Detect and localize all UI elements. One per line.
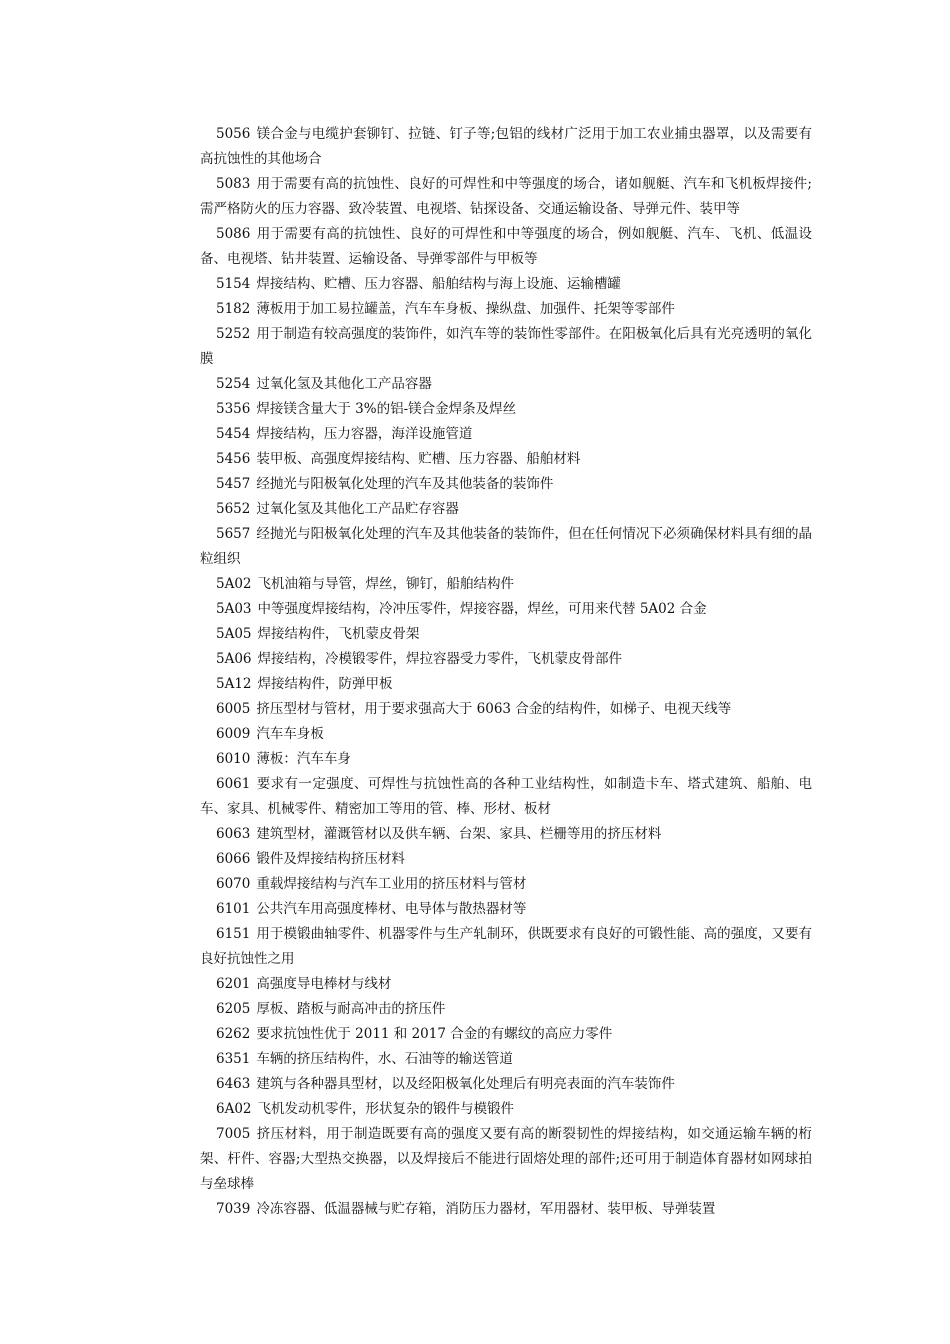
alloy-application-text: 要求有一定强度、可焊性与抗蚀性高的各种工业结构性，如制造卡车、塔式建筑、船舶、电车、家具、机械零件、精密加工等用的管、棒、形材、板材 (200, 776, 812, 817)
alloy-code: 5154 (216, 276, 251, 292)
alloy-entry (200, 972, 812, 997)
alloy-code: 5252 (216, 326, 251, 342)
alloy-code: 5456 (216, 451, 251, 467)
alloy-entry (200, 572, 812, 597)
alloy-code: 5454 (216, 426, 251, 442)
alloy-code: 7005 (216, 1126, 251, 1142)
alloy-entry (200, 422, 812, 447)
alloy-entry (200, 272, 812, 297)
alloy-application-text: 经抛光与阳极氧化处理的汽车及其他装备的装饰件 (256, 476, 554, 492)
alloy-code: 6101 (216, 901, 251, 917)
alloy-application-text: 锻件及焊接结构挤压材料 (256, 851, 405, 867)
alloy-code: 5182 (216, 301, 251, 317)
alloy-code: 7039 (216, 1201, 251, 1217)
alloy-entry (200, 747, 812, 772)
alloy-entry (200, 372, 812, 397)
alloy-application-list (200, 122, 812, 1222)
alloy-entry (200, 172, 812, 222)
alloy-code: 5457 (216, 476, 251, 492)
alloy-application-text: 飞机油箱与导管，焊丝，铆钉，船舶结构件 (257, 576, 515, 592)
alloy-application-text: 建筑与各种器具型材，以及经阳极氧化处理后有明亮表面的汽车装饰件 (256, 1076, 675, 1092)
alloy-application-text: 冷冻容器、低温器械与贮存箱，消防压力器材，军用器材、装甲板、导弹装置 (256, 1201, 716, 1217)
alloy-entry (200, 922, 812, 972)
alloy-entry (200, 622, 812, 647)
alloy-application-text: 飞机发动机零件，形状复杂的锻件与模锻件 (257, 1101, 515, 1117)
alloy-code: 6009 (216, 726, 251, 742)
alloy-code: 6061 (216, 776, 251, 792)
alloy-application-text: 焊接结构件，防弹甲板 (257, 676, 393, 692)
alloy-application-text: 要求抗蚀性优于 2011 和 2017 合金的有螺纹的高应力零件 (256, 1026, 613, 1042)
alloy-application-text: 用于需要有高的抗蚀性、良好的可焊性和中等强度的场合，诸如舰艇、汽车和飞机板焊接件;需严格防火的压力容器、致冷装置、电视塔、钻探设备、交通运输设备、导弹元件、装甲等 (200, 176, 812, 217)
alloy-application-text: 经抛光与阳极氧化处理的汽车及其他装备的装饰件，但在任何情况下必须确保材料具有细的晶粒组织 (200, 526, 812, 567)
alloy-application-text: 建筑型材，灌溉管材以及供车辆、台架、家具、栏栅等用的挤压材料 (256, 826, 662, 842)
alloy-code: 6463 (216, 1076, 251, 1092)
alloy-application-text: 高强度导电棒材与线材 (256, 976, 392, 992)
alloy-entry (200, 322, 812, 372)
alloy-code: 5657 (216, 526, 251, 542)
alloy-entry (200, 397, 812, 422)
alloy-entry (200, 522, 812, 572)
alloy-application-text: 薄板：汽车车身 (256, 751, 351, 767)
alloy-application-text: 汽车车身板 (256, 726, 324, 742)
alloy-code: 6262 (216, 1026, 251, 1042)
alloy-application-text: 挤压材料，用于制造既要有高的强度又要有高的断裂韧性的焊接结构，如交通运输车辆的桁架、杆件、容器;大型热交换器，以及焊接后不能进行固熔处理的部件;还可用于制造体育器材如网球拍与垒球棒 (200, 1126, 812, 1192)
alloy-code: 6351 (216, 1051, 251, 1067)
alloy-code: 6201 (216, 976, 251, 992)
alloy-application-text: 用于需要有高的抗蚀性、良好的可焊性和中等强度的场合，例如舰艇、汽车、飞机、低温设备、电视塔、钻井装置、运输设备、导弹零部件与甲板等 (200, 226, 812, 267)
alloy-code: 6205 (216, 1001, 251, 1017)
alloy-code: 5083 (216, 176, 251, 192)
alloy-application-text: 用于制造有较高强度的装饰件，如汽车等的装饰性零部件。在阳极氧化后具有光亮透明的氧化膜 (200, 326, 812, 367)
alloy-entry (200, 1097, 812, 1122)
alloy-entry (200, 722, 812, 747)
alloy-code: 6151 (216, 926, 251, 942)
alloy-code: 6063 (216, 826, 251, 842)
alloy-code: 5652 (216, 501, 251, 517)
alloy-code: 5356 (216, 401, 251, 417)
alloy-entry (200, 997, 812, 1022)
alloy-entry (200, 122, 812, 172)
alloy-entry (200, 697, 812, 722)
alloy-application-text: 重载焊接结构与汽车工业用的挤压材料与管材 (256, 876, 527, 892)
alloy-entry (200, 1072, 812, 1097)
alloy-entry (200, 822, 812, 847)
alloy-application-text: 镁合金与电缆护套铆钉、拉链、钉子等;包铝的线材广泛用于加工农业捕虫器罩，以及需要有高抗蚀性的其他场合 (200, 126, 812, 167)
alloy-entry (200, 672, 812, 697)
alloy-code: 5A06 (216, 651, 252, 667)
alloy-entry (200, 897, 812, 922)
alloy-application-text: 用于模锻曲轴零件、机器零件与生产轧制环，供既要求有良好的可锻性能、高的强度，又要有良好抗蚀性之用 (200, 926, 812, 967)
alloy-application-text: 挤压型材与管材，用于要求强高大于 6063 合金的结构件，如梯子、电视天线等 (256, 701, 732, 717)
alloy-entry (200, 872, 812, 897)
alloy-entry (200, 847, 812, 872)
alloy-code: 6070 (216, 876, 251, 892)
alloy-application-text: 车辆的挤压结构件，水、石油等的输送管道 (256, 1051, 513, 1067)
alloy-entry (200, 497, 812, 522)
alloy-entry (200, 472, 812, 497)
alloy-entry (200, 1022, 812, 1047)
alloy-application-text: 过氧化氢及其他化工产品容器 (256, 376, 432, 392)
alloy-code: 5A05 (216, 626, 252, 642)
alloy-application-text: 装甲板、高强度焊接结构、贮槽、压力容器、船舶材料 (256, 451, 581, 467)
alloy-code: 5086 (216, 226, 251, 242)
alloy-entry (200, 772, 812, 822)
alloy-application-text: 焊接结构、贮槽、压力容器、船舶结构与海上设施、运输槽罐 (256, 276, 621, 292)
alloy-entry (200, 1197, 812, 1222)
alloy-application-text: 过氧化氢及其他化工产品贮存容器 (256, 501, 459, 517)
alloy-entry (200, 1047, 812, 1072)
alloy-entry (200, 447, 812, 472)
alloy-entry (200, 647, 812, 672)
alloy-application-text: 公共汽车用高强度棒材、电导体与散热器材等 (256, 901, 527, 917)
alloy-code: 6005 (216, 701, 251, 717)
alloy-code: 6066 (216, 851, 251, 867)
alloy-code: 5056 (216, 126, 251, 142)
alloy-application-text: 焊接镁含量大于 3%的铝-镁合金焊条及焊丝 (256, 401, 517, 417)
alloy-application-text: 焊接结构件，飞机蒙皮骨架 (257, 626, 420, 642)
alloy-code: 6A02 (216, 1101, 252, 1117)
alloy-entry (200, 222, 812, 272)
alloy-code: 6010 (216, 751, 251, 767)
alloy-code: 5A02 (216, 576, 252, 592)
alloy-application-text: 焊接结构，压力容器，海洋设施管道 (256, 426, 473, 442)
alloy-application-text: 中等强度焊接结构，冷冲压零件，焊接容器，焊丝，可用来代替 5A02 合金 (257, 601, 707, 617)
alloy-application-text: 薄板用于加工易拉罐盖，汽车车身板、操纵盘、加强件、托架等零部件 (256, 301, 675, 317)
alloy-entry (200, 1122, 812, 1197)
alloy-entry (200, 297, 812, 322)
alloy-code: 5A03 (216, 601, 252, 617)
alloy-code: 5254 (216, 376, 251, 392)
alloy-code: 5A12 (216, 676, 252, 692)
alloy-entry (200, 597, 812, 622)
alloy-application-text: 厚板、踏板与耐高冲击的挤压件 (256, 1001, 446, 1017)
alloy-application-text: 焊接结构，冷模锻零件，焊拉容器受力零件，飞机蒙皮骨部件 (257, 651, 623, 667)
